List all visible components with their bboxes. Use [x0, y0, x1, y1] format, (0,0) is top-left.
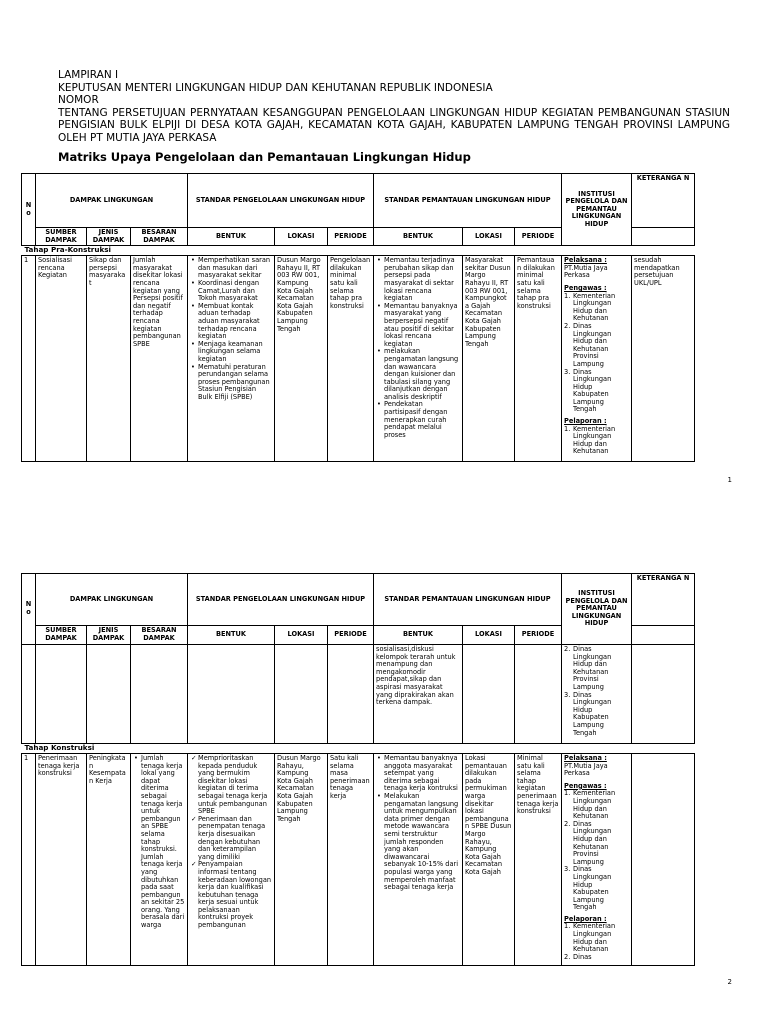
list-item: • Memantau banyaknya anggota masyarakat setempat yang diterima sebagai tenaga kerja kontruksi [384, 755, 460, 793]
row-besaran [131, 754, 188, 966]
document-page-2 [0, 500, 768, 1024]
list-item: • Membuat kontak aduan terhadap aduan masyarakat terhadap rencana kegiatan [198, 303, 272, 341]
list-item: • melakukan pengamatan langsung dan wawancara dengan kuisioner dan tabulasi silang yang dilanjutkan dengan analisis deskriptif [384, 348, 460, 401]
header-sumber: SUMBER DAMPAK [36, 626, 87, 645]
row-bentuk-pantau [374, 754, 463, 966]
header-bentuk-pantau: BENTUK [374, 626, 463, 645]
header-standar-pengelolaan: STANDAR PENGELOLAAN LINGKUNGAN HIDUP [188, 174, 374, 228]
row-bentuk-pantau [374, 256, 463, 462]
list-item: • Menjaga keamanan lingkungan selama kegiatan [198, 341, 272, 364]
list-item: 1. Kementerian Lingkungan Hidup dan Kehutanan [564, 424, 616, 456]
row-bentuk-kelola [188, 256, 275, 462]
header-sumber: SUMBER DAMPAK [36, 228, 87, 246]
header-bentuk-kelola: BENTUK [188, 228, 275, 246]
list-item: 3. Dinas Lingkungan Hidup Kabupaten Lampung Tengah [564, 367, 612, 414]
row-lokasi-kelola: Dusun Margo Rahayu II, RT 003 RW 001, Kampung Kota Gajah Kecamatan Kota Gajah Kabupaten Lampung Tengah [275, 256, 328, 462]
header-jenis: JENIS DAMPAK [87, 228, 131, 246]
stage-label: Tahap Konstruksi [22, 744, 695, 754]
header-bentuk-pantau: BENTUK [374, 228, 463, 246]
list-item: • Memantau terjadinya perubahan sikap dan persepsi pada masyarakat di sektar lokasi rencana kegiatan [384, 257, 460, 303]
header-standar-pemantauan: STANDAR PEMANTAUAN LINGKUNGAN HIDUP [374, 174, 562, 228]
header-dampak: DAMPAK LINGKUNGAN [36, 174, 188, 228]
row-periode-pantau: Minimal satu kali selama tahap kegiatan penerimaan tenaga kerja konstruksi [515, 754, 562, 966]
header-lokasi-kelola: LOKASI [275, 228, 328, 246]
header-standar-pengelolaan: STANDAR PENGELOLAAN LINGKUNGAN HIDUP [188, 574, 374, 626]
keputusan-line: KEPUTUSAN MENTERI LINGKUNGAN HIDUP DAN KEHUTANAN REPUBLIK INDONESIA [58, 81, 493, 94]
header-lokasi-pantau: LOKASI [463, 228, 515, 246]
header-keterangan: KETERANGA N [632, 574, 695, 626]
continuation-pantau: sosialisasi,diskusi kelompok terarah untuk menampung dan mengakomodir pendapat,sikap dan aspirasi masyarakat yang diprakirakan akan terkena dampak. [374, 645, 463, 744]
matrix-title: Matriks Upaya Pengelolaan dan Pemantauan Lingkungan Hidup [58, 150, 471, 164]
document-header [58, 69, 730, 144]
header-lokasi-pantau: LOKASI [463, 626, 515, 645]
header-no: N o [22, 574, 36, 645]
list-item: 3. Dinas Lingkungan Hidup Kabupaten Lampung Tengah [564, 865, 612, 912]
row-lokasi-pantau: Masyarakat sekitar Dusun Margo Rahayu II, RT 003 RW 001, Kampungkot a Gajah Kecamatan Kota Gajah Kabupaten Lampung Tengah [463, 256, 515, 462]
header-periode-kelola: PERIODE [328, 626, 374, 645]
pelaksana-value: PT.Mutia Jaya Perkasa [564, 761, 608, 778]
list-item: 2. Dinas [564, 952, 592, 961]
pelaksana-label: Pelaksana : [564, 754, 607, 762]
header-lokasi-kelola: LOKASI [275, 626, 328, 645]
list-item: 1. Kementerian Lingkungan Hidup dan Kehutanan [564, 291, 616, 323]
document-page-1 [0, 0, 768, 500]
list-item: • Memantau banyaknya masyarakat yang berpersepsi negatif atau positif di sekitar lokasi rencana kegiatan [384, 303, 460, 349]
list-item: 2. Dinas Lingkungan Hidup dan Kehutanan Provinsi Lampung [564, 819, 612, 866]
header-standar-pemantauan: STANDAR PEMANTAUAN LINGKUNGAN HIDUP [374, 574, 562, 626]
list-item: • Jumlah tenaga kerja lokal yang dapat diterima sebagai tenaga kerja untuk pembangun an SPBE selama tahap konstruksi. Jumlah tenaga kerja yang dibutuhkan pada saat pembangun an sekitar 25 orang. Yang berasala dari warga [141, 755, 185, 930]
stage-label: Tahap Pra-Konstruksi [22, 246, 695, 256]
row-periode-kelola: Pengelolaan dilakukan minimal satu kali selama tahap pra konstruksi [328, 256, 374, 462]
header-keterangan: KETERANGA N [632, 174, 695, 228]
header-jenis: JENIS DAMPAK [87, 626, 131, 645]
list-item: 2. Dinas Lingkungan Hidup dan Kehutanan Provinsi Lampung [564, 321, 612, 368]
list-item: • Melakukan pengamatan langsung untuk mengumpulkan data primer dengan metode wawancara semi terstruktur jumlah responden yang akan diwawancarai sebanyak 10-15% dari populasi warga yang memperoleh manfaat sebagai tenaga kerja [384, 793, 460, 892]
row-institusi [562, 754, 632, 966]
header-periode-pantau: PERIODE [515, 626, 562, 645]
list-item: ✓ Penyampaian informasi tentang keberadaan lowongan kerja dan kualifikasi kebutuhan tenaga kerja sesuai untuk pelaksanaan kontruksi proyek pembangunan [198, 861, 272, 929]
list-item: • Pendekatan partisipasif dengan menerapkan curah pendapat melalui proses [384, 401, 460, 439]
row-no: 1 [22, 754, 36, 966]
header-bentuk-kelola: BENTUK [188, 626, 275, 645]
pengawas-label: Pengawas : [564, 283, 607, 292]
page-number: 1 [727, 476, 732, 484]
pelaksana-value: PT.Mutia Jaya Perkasa [564, 263, 608, 280]
list-item: 2. Dinas Lingkungan Hidup dan Kehutanan Provinsi Lampung [564, 645, 612, 691]
pelaporan-label: Pelaporan : [564, 914, 607, 923]
list-item: • Mematuhi peraturan perundangan selama proses pembangunan Stasiun Pengisian Bulk Elfiji (SPBE) [198, 364, 272, 402]
list-item: • Memperhatikan saran dan masukan dari masyarakat sekitar [198, 257, 272, 280]
header-periode-pantau: PERIODE [515, 228, 562, 246]
matrix-table-page-1 [21, 173, 695, 462]
row-institusi [562, 256, 632, 462]
lampiran-label: LAMPIRAN I [58, 69, 119, 81]
row-periode-pantau: Pemantaua n dilakukan minimal satu kali selama tahap pra konstruksi [515, 256, 562, 462]
row-keterangan: sesudah mendapatkan persetujuan UKL/UPL [632, 256, 695, 462]
header-keterangan-blank [632, 228, 695, 246]
continuation-institusi [562, 645, 632, 744]
header-no: N o [22, 174, 36, 246]
row-jenis: Sikap dan persepsi masyaraka t [87, 256, 131, 462]
matrix-table-page-2 [21, 573, 695, 966]
row-no: 1 [22, 256, 36, 462]
list-item: 1. Kementerian Lingkungan Hidup dan Kehutanan [564, 789, 616, 821]
row-sumber: Penerimaan tenaga kerja konstruksi [36, 754, 87, 966]
row-sumber: Sosialisasi rencana Kegiatan [36, 256, 87, 462]
header-dampak: DAMPAK LINGKUNGAN [36, 574, 188, 626]
list-item: ✓ Memprioritaskan kepada penduduk yang bermukim disekitar lokasi kegiatan di terima sebagai tenaga kerja untuk pembangunan SPBE [198, 755, 272, 816]
row-lokasi-pantau: Lokasi pemantauan dilakukan pada permukiman warga disekitar lokasi pembanguna n SPBE Dusun Margo Rahayu, Kampung Kota Gajah Kecamatan Kota Gajah [463, 754, 515, 966]
row-besaran: Jumlah masyarakat disekitar lokasi rencana kegiatan yang Persepsi positif dan negatif terhadap rencana kegiatan pembangunan SPBE [131, 256, 188, 462]
header-besaran: BESARAN DAMPAK [131, 626, 188, 645]
pelaksana-label: Pelaksana : [564, 256, 607, 265]
header-besaran: BESARAN DAMPAK [131, 228, 188, 246]
pelaporan-label: Pelaporan : [564, 417, 607, 426]
pengawas-label: Pengawas : [564, 781, 607, 790]
header-institusi: INSTITUSI PENGELOLA DAN PEMANTAU LINGKUNGAN HIDUP [562, 574, 632, 645]
list-item: • Koordinasi dengan Camat,Lurah dan Tokoh masyarakat [198, 280, 272, 303]
tentang-paragraph: TENTANG PERSETUJUAN PERNYATAAN KESANGGUPAN PENGELOLAAN LINGKUNGAN HIDUP KEGIATAN PEMBANGUNAN STASIUN PENGISIAN BULK ELPIJI DI DESA KOTA GAJAH, KECAMATAN KOTA GAJAH, KABUPATEN LAMPUNG TENGAH PROVINSI LAMPUNG OLEH PT MUTIA JAYA PERKASA [58, 106, 730, 144]
row-keterangan [632, 754, 695, 966]
row-jenis: Peningkata n Kesempata n Kerja [87, 754, 131, 966]
row-lokasi-kelola: Dusun Margo Rahayu, Kampung Kota Gajah Kecamatan Kota Gajah Kabupaten Lampung Tengah [275, 754, 328, 966]
header-periode-kelola: PERIODE [328, 228, 374, 246]
header-institusi: INSTITUSI PENGELOLA DAN PEMANTAU LINGKUNGAN HIDUP [562, 174, 632, 246]
list-item: 1. Kementerian Lingkungan Hidup dan Kehutanan [564, 922, 616, 954]
header-keterangan-blank [632, 626, 695, 645]
list-item: 3. Dinas Lingkungan Hidup Kabupaten Lampung Tengah [564, 690, 612, 737]
page-number: 2 [727, 978, 732, 986]
nomor-line: NOMOR [58, 94, 99, 106]
row-bentuk-kelola [188, 754, 275, 966]
list-item: ✓ Penerimaan dan penempatan tenaga kerja disesuaikan dengan kebutuhan dan keterampilan yang dimiliki [198, 816, 272, 862]
row-periode-kelola: Satu kali selama masa penerimaan tenaga kerja [328, 754, 374, 966]
